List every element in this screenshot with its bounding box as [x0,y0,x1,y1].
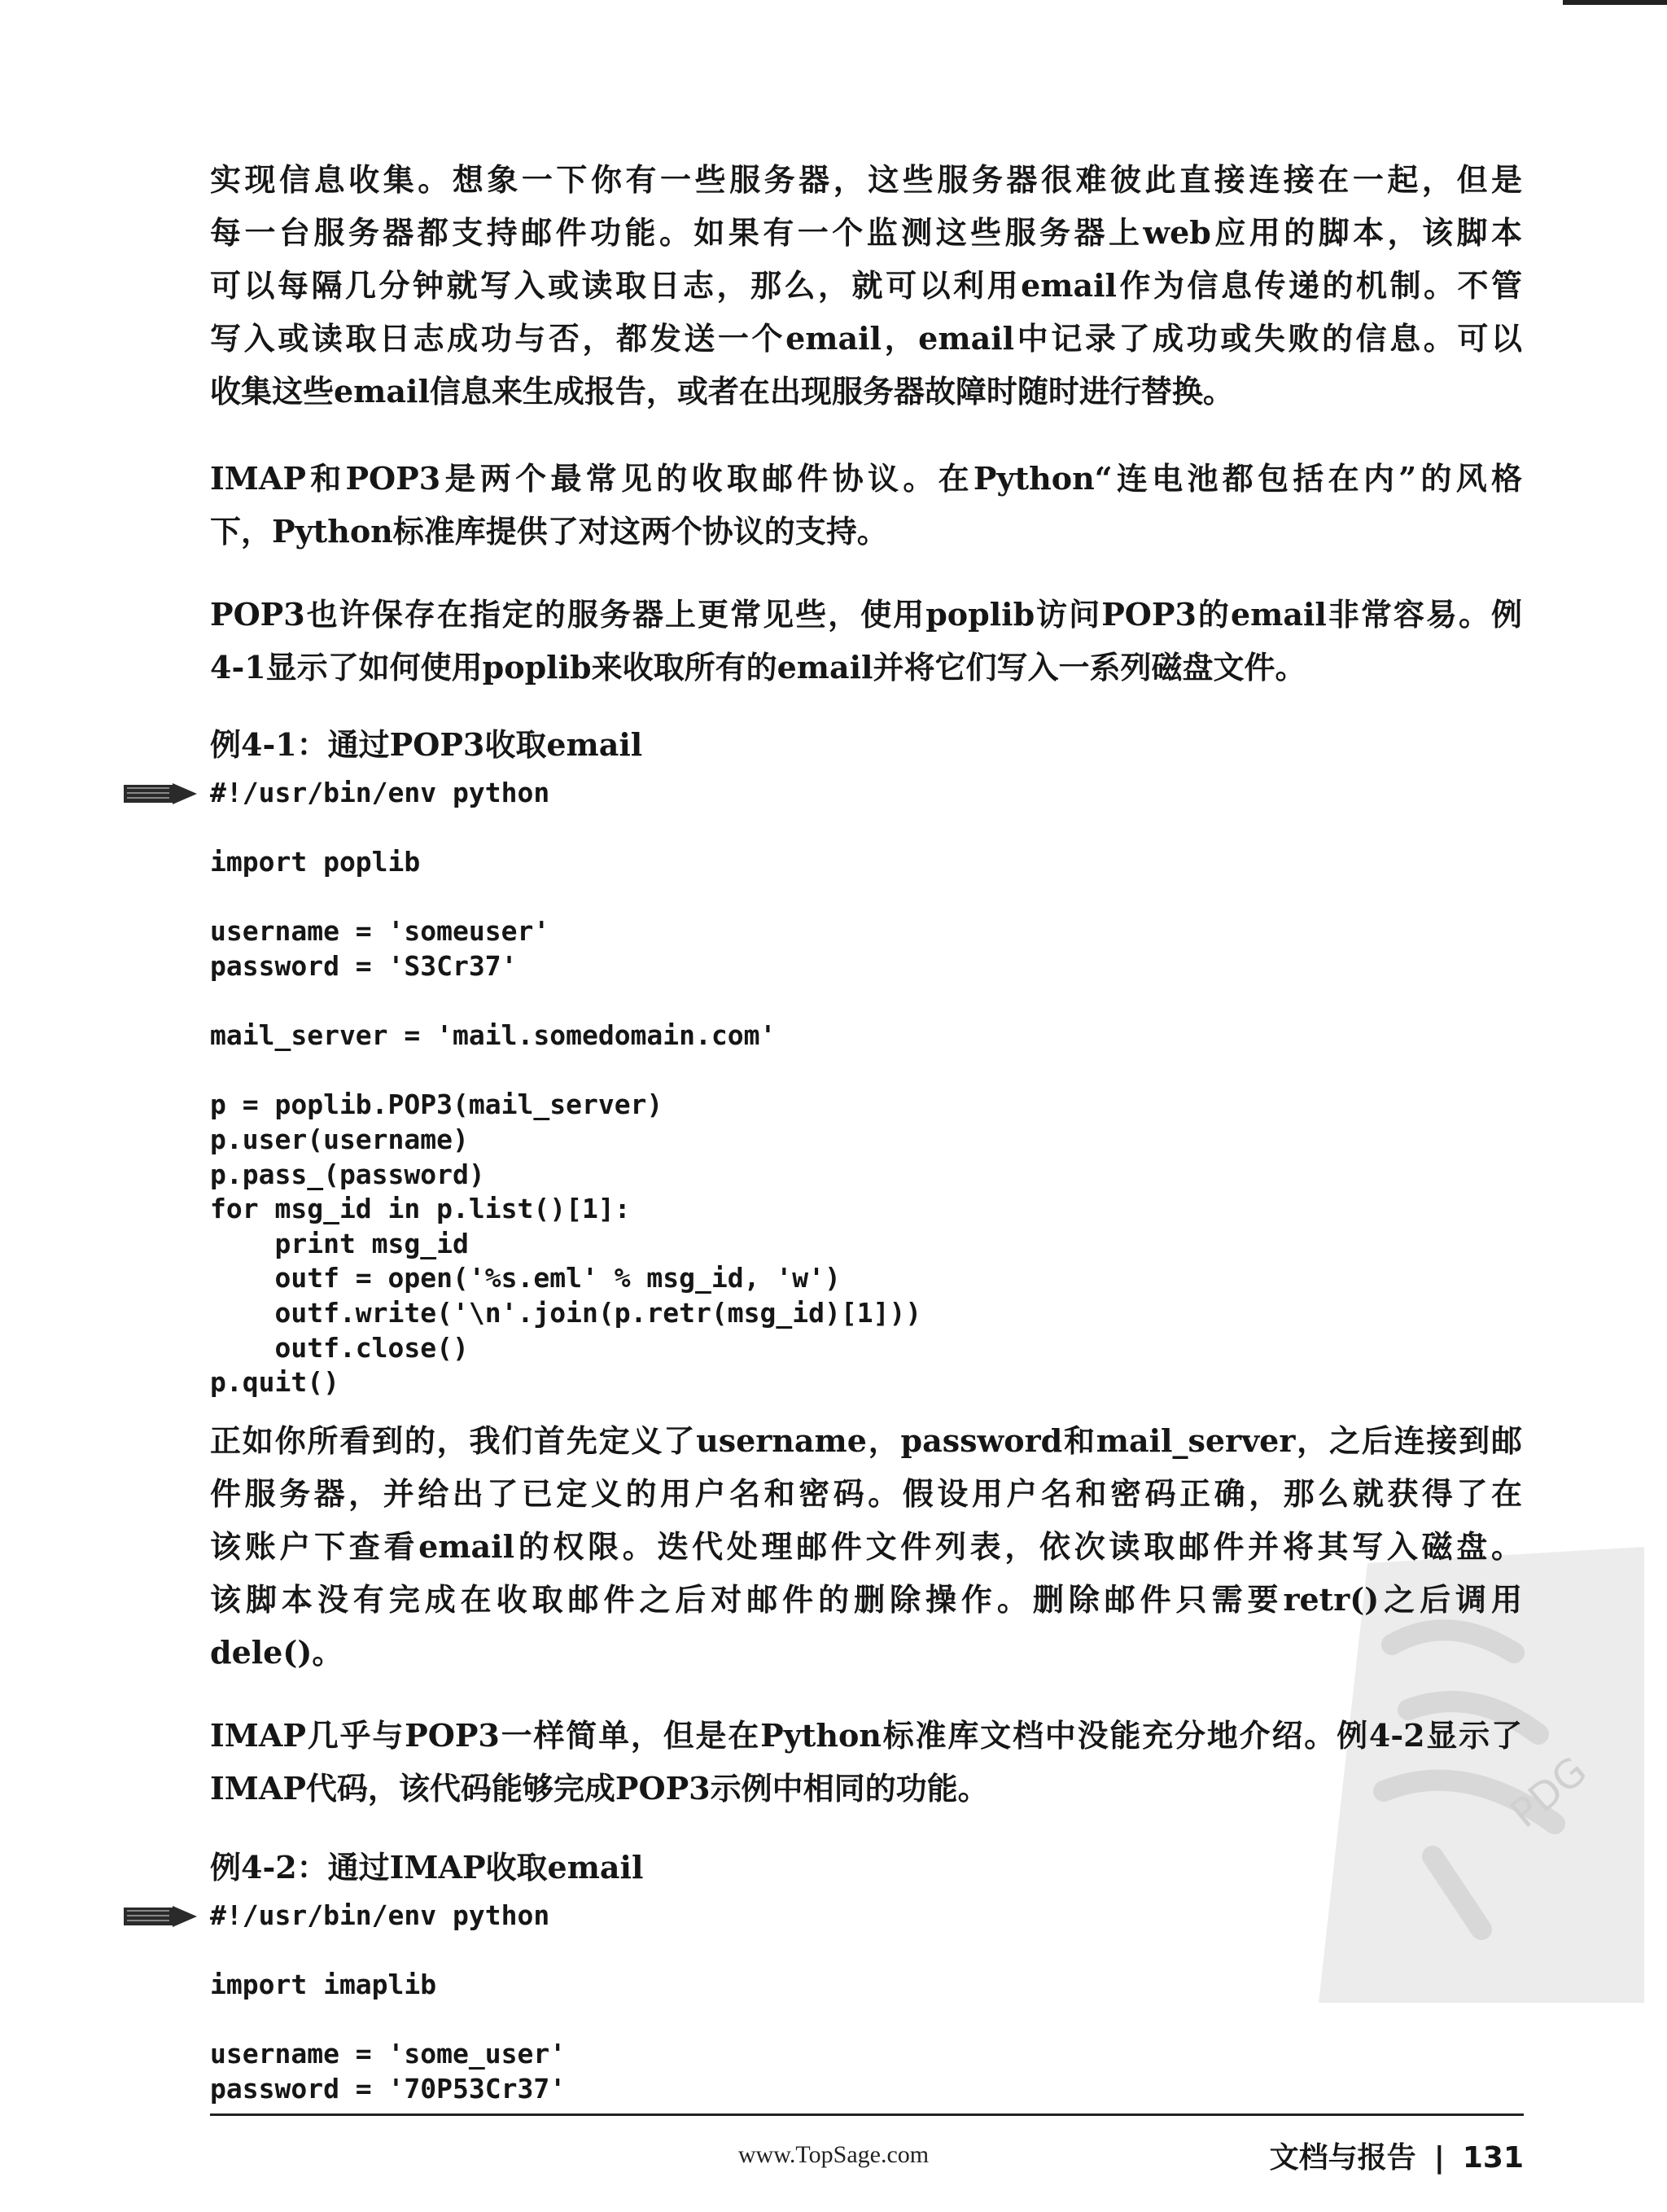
arrow-marker-icon [124,783,197,804]
paragraph-3 [210,588,1522,694]
code-block-4-2: #!/usr/bin/env python import imaplib username = 'some_user' password = '70P53Cr37' [210,1899,567,2105]
example-caption-4-1: 例4-1：通过POP3收取email [210,726,643,763]
text-line: 件服务器，并给出了已定义的用户名和密码。假设用户名和密码正确，那么就获得了在 [210,1475,1522,1512]
text-line: IMAP代码，该代码能够完成POP3示例中相同的功能。 [210,1770,989,1807]
watermark-text: PDG [1502,1747,1596,1837]
footer-section [1270,2135,1524,2176]
paragraph-4 [210,1414,1522,1679]
text-line: 可以每隔几分钟就写入或读取日志，那么，就可以利用email作为信息传递的机制。不管 [210,267,1522,304]
footer-url: www.TopSage.com [737,2141,930,2168]
text-line: 正如你所看到的，我们首先定义了username，password和mail_server，之后连接到邮 [210,1422,1522,1459]
text-line: 4-1显示了如何使用poplib来收取所有的email并将它们写入一系列磁盘文件。 [210,649,1306,686]
text-line: 下，Python标准库提供了对这两个协议的支持。 [210,513,888,550]
arrow-marker-icon [124,1906,197,1927]
text-line: 该脚本没有完成在收取邮件之后对邮件的删除操作。删除邮件只需要retr()之后调用 [210,1581,1522,1618]
text-line: 写入或读取日志成功与否，都发送一个email，email中记录了成功或失败的信息。可以 [210,320,1522,357]
example-caption-4-2: 例4-2：通过IMAP收取email [210,1849,644,1886]
paragraph-1 [210,153,1522,418]
text-line: 实现信息收集。想象一下你有一些服务器，这些服务器很难彼此直接连接在一起，但是 [210,161,1522,198]
paragraph-2 [210,452,1522,558]
text-line: 每一台服务器都支持邮件功能。如果有一个监测这些服务器上web应用的脚本，该脚本 [210,214,1522,251]
text-line: 该账户下查看email的权限。迭代处理邮件文件列表，依次读取邮件并将其写入磁盘。 [210,1528,1522,1565]
footer-separator: | [1433,2141,1445,2175]
page-top-rule [1563,0,1667,5]
text-line: IMAP和POP3是两个最常见的收取邮件协议。在Python“连电池都包括在内”的风格 [210,460,1522,497]
code-block-4-1: #!/usr/bin/env python import poplib username = 'someuser' password = 'S3Cr37' mail_server = 'mail.somedomain.com' p = poplib.POP3(mail_server) p.user(username) p.pass_(password) for msg_id in p.list()[1]: print msg_id outf = open('%s.eml' % msg_id, 'w') outf.write('\n'.join(p.retr(msg_id)[1])) outf.close() p.quit() [210,777,922,1399]
paragraph-5 [210,1709,1522,1815]
footer-rule [210,2113,1524,2116]
page-number: 131 [1462,2141,1524,2175]
text-line: POP3也许保存在指定的服务器上更常见些，使用poplib访问POP3的email非常容易。例 [210,596,1522,633]
text-line: 收集这些email信息来生成报告，或者在出现服务器故障时随时进行替换。 [210,373,1234,410]
text-line: IMAP几乎与POP3一样简单，但是在Python标准库文档中没能充分地介绍。例4-2显示了 [210,1717,1522,1754]
text-line: dele()。 [210,1634,343,1671]
section-title: 文档与报告 [1269,2141,1416,2175]
